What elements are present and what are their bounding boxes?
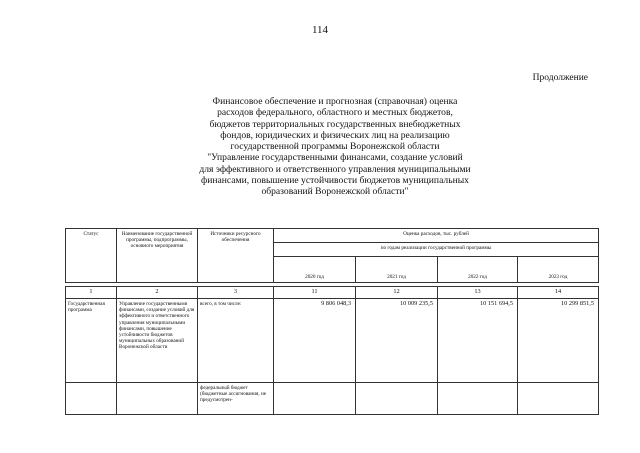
header-year: 2021 год [356,257,438,283]
row-status: Государственная программа [66,299,117,383]
column-number: 12 [356,287,438,299]
heading-line: для эффективного и ответственного управления муниципальными [199,163,471,175]
column-number: 2 [117,287,198,299]
column-number: 13 [438,287,518,299]
header-estimate: Оценка расходов, тыс. рублей [274,229,599,243]
header-year: 2023 год [518,257,599,283]
row-value: 10 151 694,5 [438,299,518,383]
row-name: Управление государственными финансами, создание условий для эффективного и ответственного управления муниципальными финансами, повышение устойчивости бюджетов муниципальных образований Воронежской области [117,299,198,383]
header-by-years: по годам реализации государственной программы [274,243,599,257]
heading-line: финансами, повышение устойчивости бюджетов муниципальных [201,175,469,187]
row-status-empty [66,383,117,415]
row-value-empty [356,383,438,415]
row-value-empty [438,383,518,415]
page-number: 114 [311,24,329,36]
heading-line: бюджетов территориальных государственных внебюджетных [209,118,461,130]
heading-line: государственной программы Воронежской области [230,141,440,153]
document-heading [165,96,505,198]
header-status: Статус [66,229,117,283]
heading-line: образований Воронежской области" [261,186,409,198]
row-value: 9 806 048,3 [274,299,356,383]
column-number: 14 [518,287,599,299]
continuation-label: Продолжение [532,73,588,83]
row-source: всего, в том числе: [198,299,274,383]
financing-table [65,228,599,415]
column-number: 3 [198,287,274,299]
row-value-empty [274,383,356,415]
row-name-empty [117,383,198,415]
header-year: 2022 год [438,257,518,283]
column-number: 1 [66,287,117,299]
header-name: Наименование государственной программы, подпрограммы, основного мероприятия [117,229,198,283]
header-source: Источники ресурсного обеспечения [198,229,274,283]
heading-line: фондов, юридических и физических лиц на реализацию [220,129,450,141]
row-source: федеральный бюджет (бюджетные ассигнования, не предусмотрен- [198,383,274,415]
column-number: 11 [274,287,356,299]
header-year: 2020 год [274,257,356,283]
heading-line: расходов федерального, областного и местных бюджетов, [217,107,453,119]
row-value-empty [518,383,599,415]
heading-line: Финансовое обеспечение и прогнозная (справочная) оценка [212,96,458,107]
heading-line: "Управление государственными финансами, создание условий [207,152,463,164]
row-value: 10 009 235,5 [356,299,438,383]
row-value: 10 299 851,5 [518,299,599,383]
